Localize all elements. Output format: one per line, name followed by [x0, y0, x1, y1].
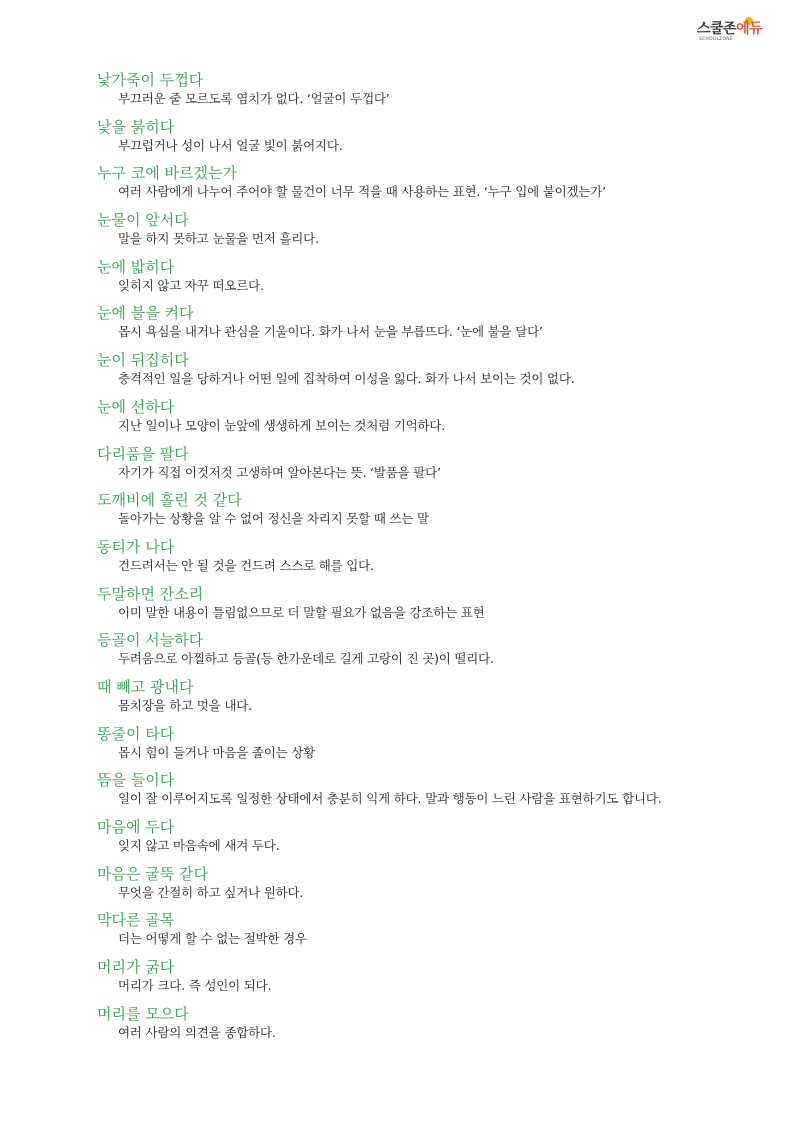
- idiom-definition: 부끄럽거나 성이 나서 얼굴 빛이 붉어지다.: [118, 137, 343, 153]
- logo-part-a: 스쿨존: [697, 21, 737, 37]
- idiom-entry: [97, 630, 757, 677]
- idiom-term: 눈에 선하다: [97, 397, 175, 416]
- idiom-entry: [97, 350, 757, 397]
- idiom-term: 때 빼고 광내다: [97, 677, 194, 696]
- idiom-term: 눈에 밟히다: [97, 257, 175, 276]
- idiom-term: 다리품을 팔다: [97, 444, 189, 463]
- idiom-definition: 여러 사람의 의견을 종합하다.: [118, 1024, 276, 1040]
- idiom-entry: [97, 397, 757, 444]
- idiom-term: 막다른 골목: [97, 911, 175, 930]
- idiom-entry: [97, 1004, 757, 1051]
- idiom-term: 낯을 붉히다: [97, 117, 175, 136]
- idiom-entry: [97, 677, 757, 724]
- idiom-entry: [97, 537, 757, 584]
- idiom-term: 두말하면 잔소리: [97, 584, 204, 603]
- idiom-term: 뜸을 들이다: [97, 771, 175, 790]
- idiom-definition: 자기가 직접 이것저것 고생하며 알아본다는 뜻. ‘발품을 팔다’: [118, 464, 441, 480]
- idiom-entry: [97, 584, 757, 631]
- idiom-entry: [97, 163, 757, 210]
- logo-part-b: 에듀: [736, 21, 763, 37]
- logo-subtext: SCHOOLZONE: [699, 37, 733, 42]
- idiom-definition: 머리가 크다. 즉 성인이 되다.: [118, 978, 272, 994]
- idiom-entry: [97, 257, 757, 304]
- idiom-definition: 돌아가는 상황을 알 수 없어 정신을 차리지 못할 때 쓰는 말: [118, 511, 429, 527]
- idiom-entry: [97, 957, 757, 1004]
- idiom-definition: 더는 어떻게 할 수 없는 절박한 경우: [118, 931, 307, 947]
- idiom-entry: [97, 864, 757, 911]
- idiom-term: 도깨비에 홀린 것 같다: [97, 491, 242, 510]
- idiom-definition: 몹시 힘이 들거나 마음을 졸이는 상황: [118, 744, 315, 760]
- idiom-definition: 말을 하지 못하고 눈물을 먼저 흘리다.: [118, 231, 319, 247]
- idiom-definition: 건드려서는 안 될 것을 건드려 스스로 해를 입다.: [118, 557, 374, 573]
- idiom-entry: [97, 70, 757, 117]
- idiom-definition: 두려움으로 아찔하고 등골(등 한가운데로 길게 고랑이 진 곳)이 떨리다.: [118, 651, 494, 667]
- idiom-entry: [97, 444, 757, 491]
- idiom-entry: [97, 117, 757, 164]
- idiom-term: 등골이 서늘하다: [97, 631, 204, 650]
- idiom-term: 눈물이 앞서다: [97, 211, 189, 230]
- idiom-term: 동티가 나다: [97, 537, 175, 556]
- idiom-entry: [97, 910, 757, 957]
- idiom-term: 마음은 굴뚝 같다: [97, 864, 208, 883]
- idiom-entry: [97, 490, 757, 537]
- idiom-definition: 여러 사람에게 나누어 주어야 할 물건이 너무 적을 때 사용하는 표현. ‘누구 입에 붙이겠는가’: [118, 184, 606, 200]
- logo: [697, 20, 769, 48]
- idiom-term: 머리가 굵다: [97, 958, 175, 977]
- idiom-definition: 이미 말한 내용이 틀림없으므로 더 말할 필요가 없음을 강조하는 표현: [118, 604, 485, 620]
- idiom-entry: [97, 770, 757, 817]
- idiom-term: 마음에 두다: [97, 818, 175, 836]
- idiom-definition: 일이 잘 이루어지도록 일정한 상태에서 충분히 익게 하다. 말과 행동이 느린 사람을 표현하기도 합니다.: [118, 791, 662, 807]
- idiom-definition: 부끄러운 줄 모르도록 염치가 없다. ‘얼굴이 두껍다’: [118, 91, 390, 106]
- idiom-term: 낯가죽이 두껍다: [97, 71, 204, 89]
- idiom-entry: [97, 817, 757, 864]
- idiom-definition: 잊지 않고 마음속에 새겨 두다.: [118, 838, 280, 853]
- idiom-definition: 충격적인 일을 당하거나 어떤 일에 집착하여 이성을 잃다. 화가 나서 보이는 것이 없다.: [118, 371, 575, 387]
- idiom-term: 누구 코에 바르겠는가: [97, 164, 237, 183]
- idiom-list: [97, 70, 757, 1050]
- idiom-definition: 잊히지 않고 자꾸 떠오르다.: [118, 277, 264, 293]
- idiom-term: 머리를 모으다: [97, 1004, 189, 1023]
- idiom-term: 똥줄이 타다: [97, 724, 175, 743]
- idiom-entry: [97, 724, 757, 771]
- idiom-term: 눈이 뒤집히다: [97, 351, 189, 370]
- idiom-definition: 지난 일이나 모양이 눈앞에 생생하게 보이는 것처럼 기억하다.: [118, 417, 446, 433]
- idiom-definition: 몸치장을 하고 멋을 내다.: [118, 697, 252, 713]
- idiom-entry: [97, 210, 757, 257]
- idiom-entry: [97, 303, 757, 350]
- idiom-definition: 무엇을 간절히 하고 싶거나 원하다.: [118, 884, 304, 900]
- idiom-term: 눈에 불을 켜다: [97, 304, 194, 323]
- logo-text: [697, 21, 762, 37]
- idiom-definition: 몹시 욕심을 내거나 관심을 기울이다. 화가 나서 눈을 부릅뜨다. ‘눈에 불을 달다’: [118, 324, 543, 340]
